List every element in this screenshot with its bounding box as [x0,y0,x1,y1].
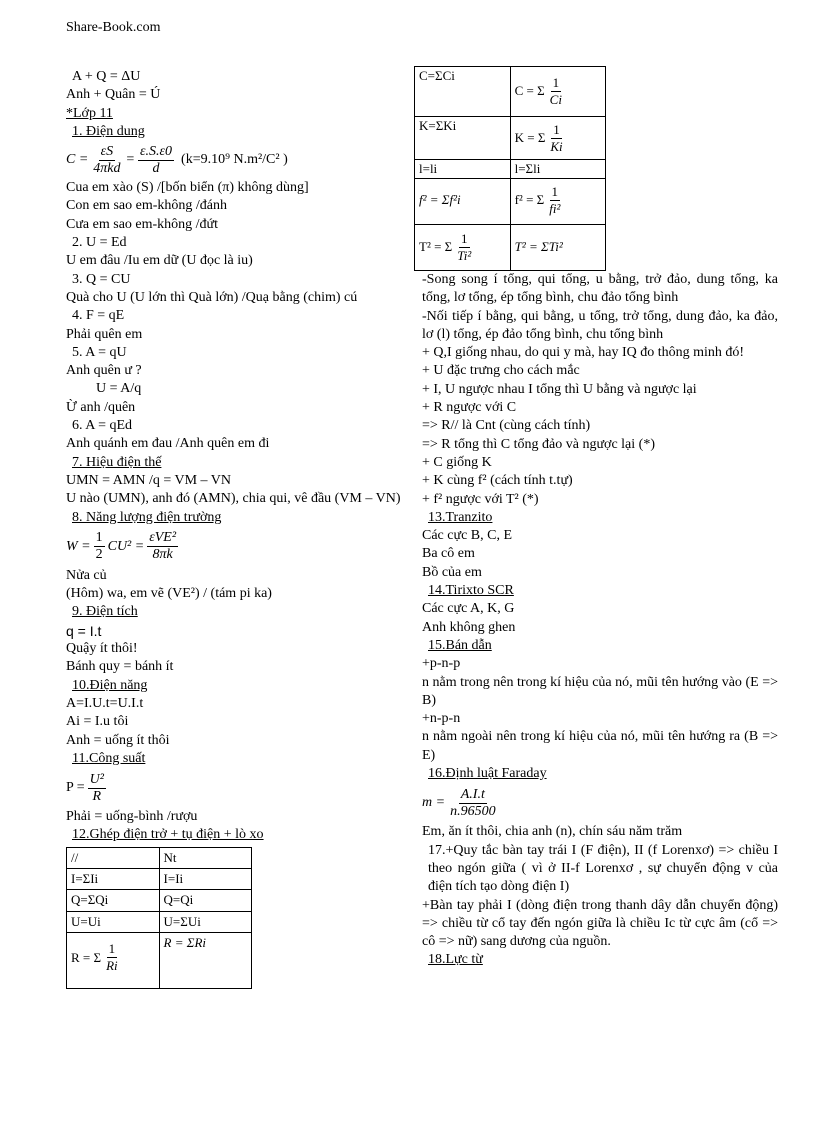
section-title: 13.Tranzito [428,509,493,525]
cell: I=Ii [159,868,251,889]
text-line: Em, ăn ít thôi, chia anh (n), chín sáu năm trăm [422,824,683,840]
left-column [66,68,411,989]
section-title: 9. Điện tích [72,604,138,620]
cell: // [67,847,160,868]
text-paragraph: -Song song í tổng, qui tổng, u bằng, trở đảo, dung tổng, ka tổng, lơ tổng, ép tổng bình, chu đảo tổng bình [422,272,778,306]
text-line: 2. U = Ed [72,235,127,251]
section-title: 8. Năng lượng điện trường [72,509,222,525]
series-parallel-table [414,66,606,271]
section-title: 10.Điện năng [72,677,148,693]
text-line: Con em sao em-không /đánh [66,198,227,214]
text-line: A=I.U.t=U.I.t [66,695,144,711]
text-line: Phải quên em [66,326,143,342]
text-line: q = I.t [66,622,102,639]
section-title: 15.Bán dẫn [428,637,492,653]
text-line: 3. Q = CU [72,271,131,287]
text-paragraph: +Bàn tay phải I (dòng điện trong thanh dây dẫn chuyển động) => chiều từ cổ tay đến ngón giữa là chiều Ic từ cực âm (cổ => cô => nữ) sang dương của nguồn. [422,897,778,950]
text-line: + U đặc trưng cho cách mắc [422,363,580,379]
text-line: Cua em xào (S) /[bốn biển (π) không dùng] [66,180,309,196]
cell: C = Σ $\frac{1}{Ci}$ [510,67,605,117]
series-parallel-table [66,847,252,989]
text-line: U nào (UMN), anh đó (AMN), chia qui, vê đầu (VM – VN) [66,491,401,507]
text-line: (Hôm) wa, em vẽ (VE²) / (tám pi ka) [66,586,272,602]
text-line: Quậy ít thôi! [66,641,138,657]
text-line: + f² ngược với T² (*) [422,491,539,507]
text-line: Ừ anh /quên [66,399,136,415]
cell: Q=ΣQi [67,890,160,911]
text-paragraph: n nằm trong nên trong kí hiệu của nó, mũi tên hướng vào (E => B) [422,674,778,708]
section-title: 14.Tirixto SCR [428,583,514,599]
text-line: U = A/q [96,381,142,397]
section-title: 11.Công suất [72,750,146,766]
text-line: => R// là Cnt (cùng cách tính) [422,418,591,434]
text-line: Quà cho U (U lớn thì Quà lớn) /Quạ bằng (chim) cú [66,289,358,305]
text-line: Anh + Quân = Ú [66,87,161,103]
text-paragraph: 17.+Quy tắc bàn tay trái I (F điện), II (f Lorenxơ) => chiều I theo ngón giữa ( vì ở II-f Lorenxơ , sự chuyển động v của điện tích tạo dòng điện I) [428,842,778,895]
cell: T² = Σ $\frac{1}{\text{Ti²}}$ [415,225,511,271]
text-line: 6. A = qEd [72,418,133,434]
section-title: 18.Lực từ [428,952,483,968]
cell: Q=Qi [159,890,251,911]
text-line: UMN = AMN /q = VM – VN [66,472,232,488]
cell: K = Σ $\frac{1}{Ki}$ [510,117,605,160]
cell: I=ΣIi [67,868,160,889]
text-line: + K cùng f² (cách tính t.tự) [422,473,573,489]
text-paragraph: + Q,I giống nhau, do qui y mà, hay IQ đo thông minh đó! [422,345,745,361]
text-line: Nửa củ [66,567,107,583]
cell: R = Σ $\frac{1}{Ri}$ [67,932,160,988]
text-line: + I, U ngược nhau I tổng thì U bằng và ngược lại [422,381,697,397]
energy-formula: W = $\frac{1}{2}$ CU² = $\frac{\text{εVE²}}{8\pi k}$ [66,530,177,563]
power-formula: P = $\frac{\text{U²}}{R}$ [66,771,104,804]
text-line: Anh quánh em đau /Anh quên em đi [66,436,270,452]
text-line: Phải = uống-bình /rượu [66,809,198,825]
text-line: => R tổng thì C tổng đảo và ngược lại (*) [422,436,655,452]
section-title: *Lớp 11 [66,105,113,121]
text-line: Ba cô em [422,546,475,562]
section-title: 1. Điện dung [72,123,145,139]
text-line: Bồ của em [422,564,482,580]
text-paragraph: n nằm ngoài nên trong kí hiệu của nó, mũi tên hướng ra (B => E) [422,729,778,763]
text-line: U em đâu /Iu em dữ (U đọc là iu) [66,253,253,269]
right-column [422,271,778,970]
cell: f² = Σf²i [415,179,511,225]
text-paragraph: -Nối tiếp í bằng, qui bằng, u tổng, trở tổng, dung đảo, ka đảo, lơ (l) tổng, ép đảo tổng bình, chu tổng bình [422,308,778,342]
cell: U=ΣUi [159,911,251,932]
text-line: Các cực A, K, G [422,601,515,617]
cell: C=ΣCi [415,67,511,117]
cell: l=li [415,160,511,179]
text-line: Bánh quy = bánh ít [66,659,174,675]
cell: K=ΣKi [415,117,511,160]
text-line: Anh = uống ít thôi [66,732,170,748]
cell: f² = Σ $\frac{1}{\text{fi²}}$ [510,179,605,225]
text-line: Ai = I.u tôi [66,714,129,730]
text-line: 4. F = qE [72,308,125,324]
text-line: Anh không ghen [422,619,516,635]
cell: l=Σli [510,160,605,179]
cell: U=Ui [67,911,160,932]
text-line: A + Q = ΔU [72,69,141,84]
text-line: Các cực B, C, E [422,528,513,544]
text-line: +n-p-n [422,711,461,727]
faraday-formula: m = $\frac{A.I.t}{n.96500}$ [422,786,496,819]
text-line: Cưa em sao em-không /đứt [66,216,219,232]
section-title: 16.Định luật Faraday [428,766,547,782]
cell: R = ΣRi [159,932,251,988]
cell: T² = ΣTi² [510,225,605,271]
section-title: 12.Ghép điện trở + tụ điện + lò xo [72,827,264,843]
cell: Nt [159,847,251,868]
text-line: Anh quên ư ? [66,363,142,379]
site-header: Share-Book.com [66,20,161,35]
text-line: +p-n-p [422,656,461,672]
text-line: + C giống K [422,454,492,470]
text-line: + R ngược với C [422,400,517,416]
section-title: 7. Hiệu điện thế [72,454,162,470]
capacitance-formula: C = $\frac{\varepsilon S}{\text{4πkd}}$ = $\frac{\varepsilon.S.\varepsilon 0}{d}$ (k=9.10⁹ N.m²/C² ) [66,143,288,176]
text-line: 5. A = qU [72,344,127,360]
